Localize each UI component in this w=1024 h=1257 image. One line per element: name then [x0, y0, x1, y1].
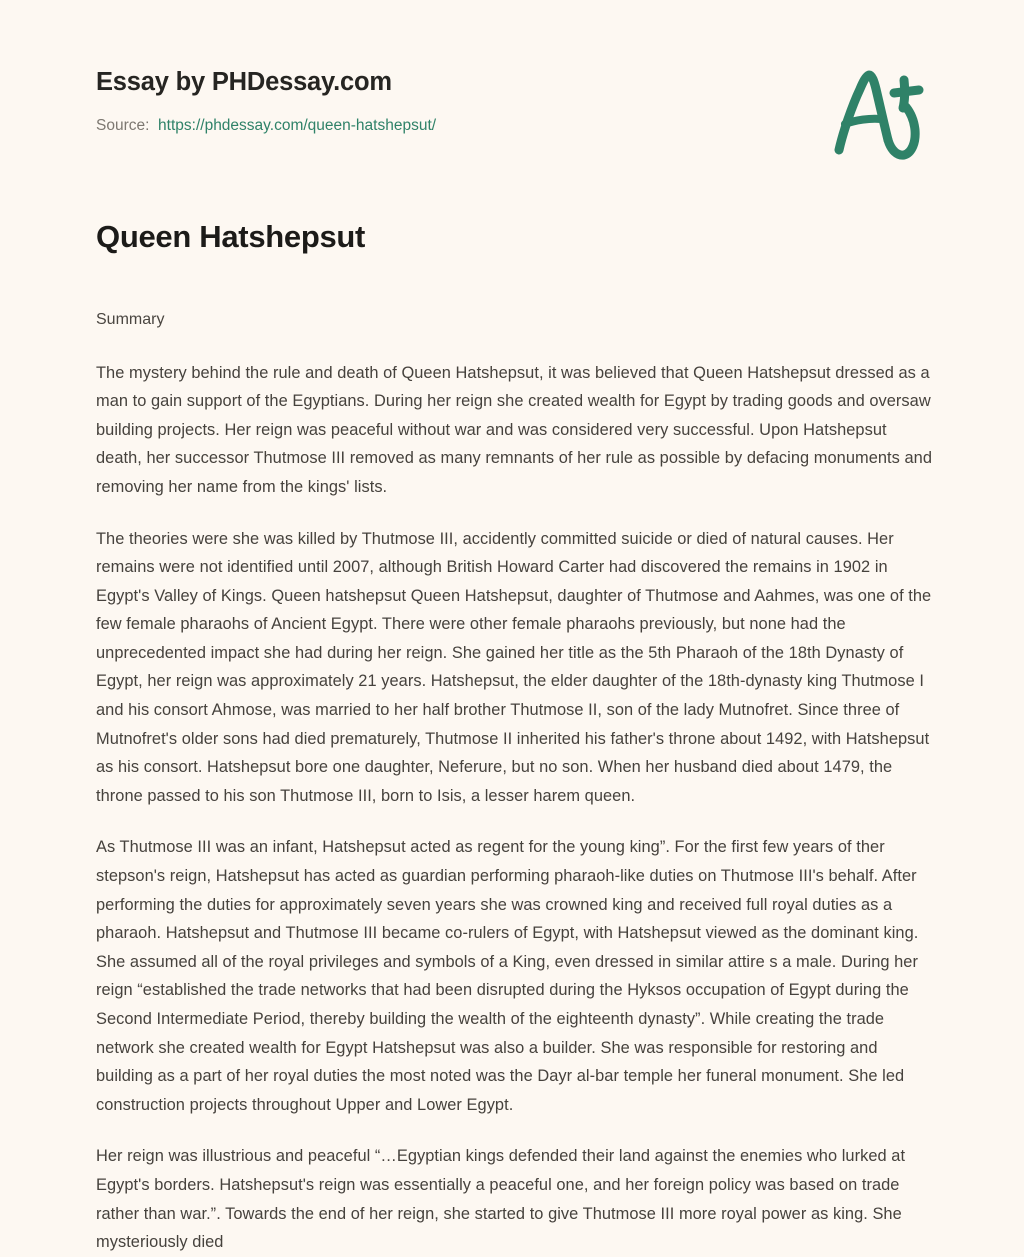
brand-title: Essay by PHDessay.com: [96, 68, 392, 96]
section-heading-summary: Summary: [96, 310, 165, 328]
article: [96, 218, 936, 1257]
phdessay-a-plus-logo-icon[interactable]: [812, 62, 932, 172]
paragraph: The mystery behind the rule and death of Queen Hatshepsut, it was believed that Queen Hatshepsut dressed as a man to gain support of the Egyptians. During her reign she created wealth for Egypt by trading goods and oversaw building projects. Her reign was peaceful without war and was considered very successful. Upon Hatshepsut death, her successor Thutmose III removed as many remnants of her rule as possible by defacing monuments and removing her name from the kings' lists.: [96, 363, 932, 496]
source-line: [96, 117, 436, 135]
page-header: [0, 0, 1024, 200]
page-title: Queen Hatshepsut: [96, 219, 366, 254]
paragraph: As Thutmose III was an infant, Hatshepsut acted as regent for the young king”. For the first few years of ther stepson's reign, Hatshepsut has acted as guardian performing pharaoh-like duties on Thutmose III's behalf. After performing the duties for approximately seven years she was crowned king and received full royal duties as a pharaoh. Hatshepsut and Thutmose III became co-rulers of Egypt, with Hatshepsut viewed as the dominant king. She assumed all of the royal privileges and symbols of a King, even dressed in similar attire s a male. During her reign “established the trade networks that had been disrupted during the Hyksos occupation of Egypt during the Second Intermediate Period, thereby building the wealth of the eighteenth dynasty”. While creating the trade network she created wealth for Egypt Hatshepsut was also a builder. She was responsible for restoring and building as a part of her royal duties the most noted was the Dayr al-bar temple her funeral monument. She led construction projects throughout Upper and Lower Egypt.: [96, 838, 919, 1114]
source-url-link[interactable]: https://phdessay.com/queen-hatshepsut/: [158, 116, 437, 134]
source-label: Source:: [96, 116, 150, 134]
paragraph: The theories were she was killed by Thutmose III, accidently committed suicide or died of natural causes. Her remains were not identified until 2007, although British Howard Carter had discovered the remains in 1902 in Egypt's Valley of Kings. Queen hatshepsut Queen Hatshepsut, daughter of Thutmose and Aahmes, was one of the few female pharaohs of Ancient Egypt. There were other female pharaohs previously, but none had the unprecedented impact she had during her reign. She gained her title as the 5th Pharaoh of the 18th Dynasty of Egypt, her reign was approximately 21 years. Hatshepsut, the elder daughter of the 18th-dynasty king Thutmose I and his consort Ahmose, was married to her half brother Thutmose II, son of the lady Mutnofret. Since three of Mutnofret's older sons had died prematurely, Thutmose II inherited his father's throne about 1492, with Hatshepsut as his consort. Hatshepsut bore one daughter, Neferure, but no son. When her husband died about 1479, the throne passed to his son Thutmose III, born to Isis, a lesser harem queen.: [96, 529, 932, 805]
article-body: [96, 359, 936, 1257]
paragraph: Her reign was illustrious and peaceful “…Egyptian kings defended their land against the enemies who lurked at Egypt's borders. Hatshepsut's reign was essentially a peaceful one, and her foreign policy was based on trade rather than war.”. Towards the end of her reign, she started to give Thutmose III more royal power as king. She mysteriously died: [96, 1147, 906, 1252]
brand-block: [96, 67, 436, 135]
